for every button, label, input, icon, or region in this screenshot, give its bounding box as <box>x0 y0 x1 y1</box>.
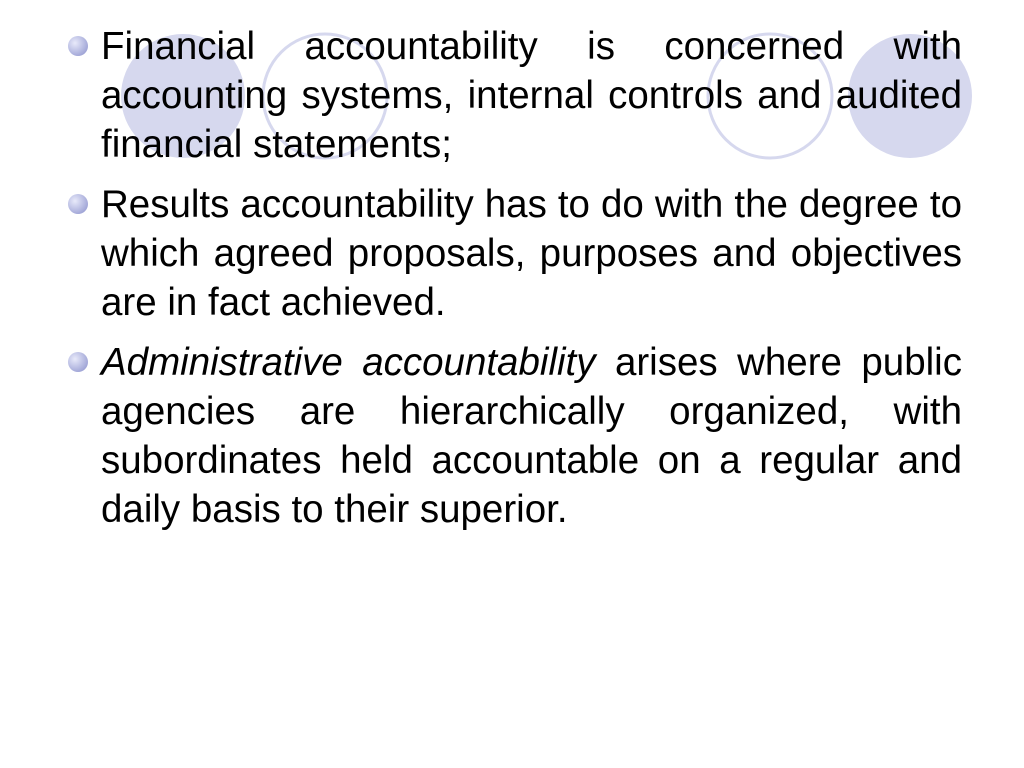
circle-bullet-icon <box>67 35 89 57</box>
bullet-item-administrative <box>67 338 962 534</box>
bullet-list <box>67 22 962 545</box>
bullet-text <box>101 338 962 534</box>
bullet-text <box>101 180 962 327</box>
bullet-body: Results accountability has to do with the degree to which agreed proposals, purposes and objectives are in fact achieved. <box>101 183 962 324</box>
bullet-italic-lead: Administrative accountability <box>101 341 596 384</box>
bullet-item-financial <box>67 22 962 169</box>
bullet-text <box>101 22 962 169</box>
bullet-item-results <box>67 180 962 327</box>
bullet-body: arises where public agencies are hierarchically organized, with subordinates held accountable on a regular and daily basis to their superior. <box>101 341 962 531</box>
bullet-body: Financial accountability is concerned with accounting systems, internal controls and audited financial statements; <box>101 25 962 166</box>
circle-bullet-icon <box>67 351 89 373</box>
circle-bullet-icon <box>67 193 89 215</box>
